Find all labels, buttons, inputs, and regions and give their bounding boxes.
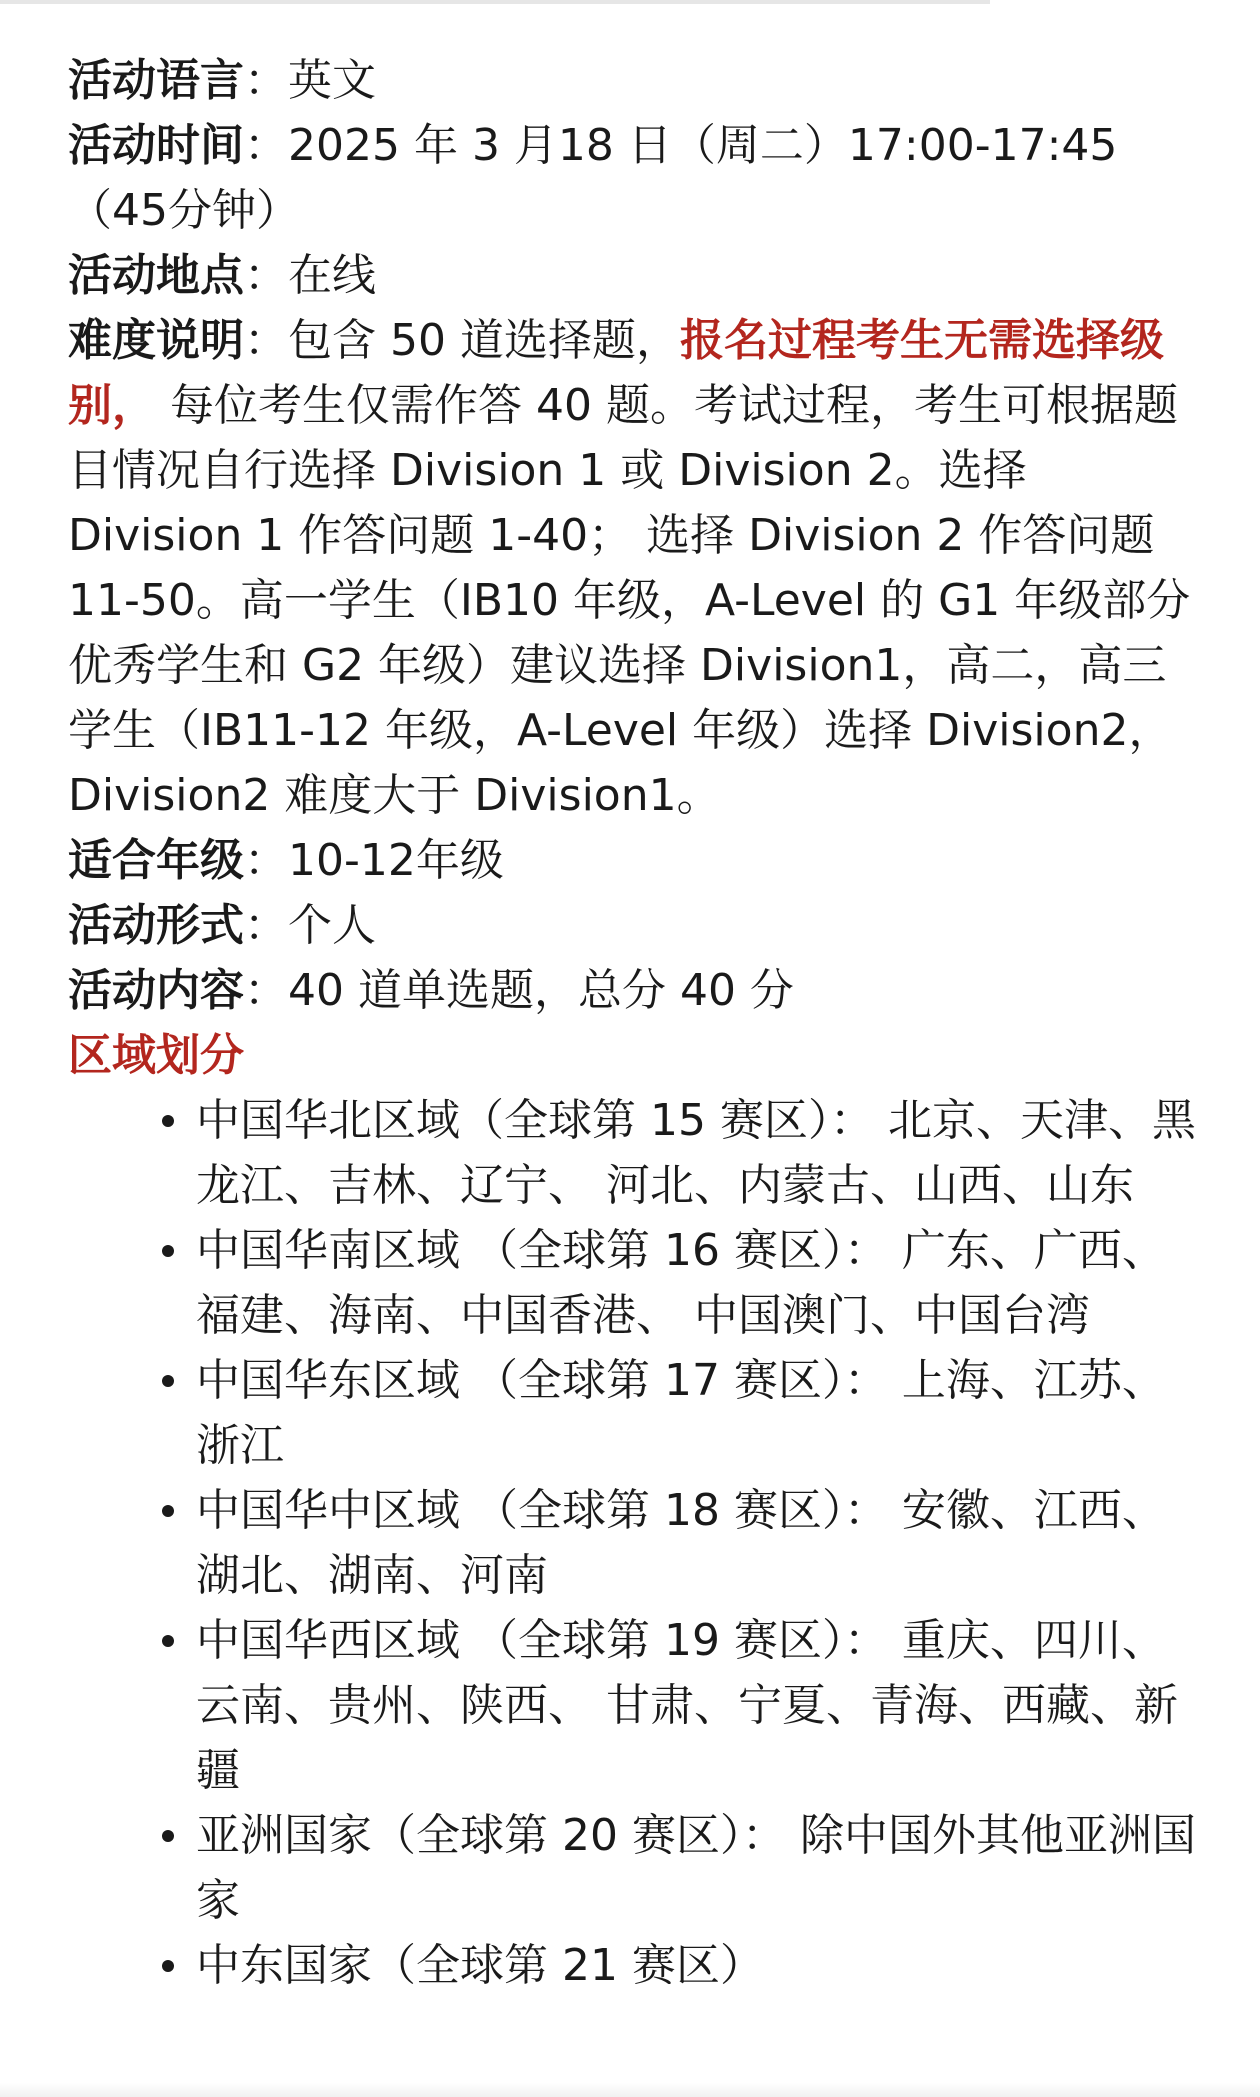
grade-row: [68, 828, 1198, 893]
list-item: 中东国家（全球第 21 赛区）: [196, 1933, 1198, 1998]
field-sep: ：: [244, 250, 288, 301]
field-value: 2025 年 3 月18 日（周二）17:00-17:45（45分钟）: [68, 120, 1118, 236]
content-row: [68, 958, 1198, 1023]
field-sep: ：: [244, 900, 288, 951]
article-body: [68, 48, 1198, 1998]
field-value: 在线: [288, 250, 376, 301]
list-item: 中国华北区域（全球第 15 赛区）： 北京、天津、黑龙江、吉林、辽宁、 河北、内蒙古、山西、山东: [196, 1088, 1198, 1218]
field-value: 英文: [288, 55, 376, 106]
list-item: 亚洲国家（全球第 20 赛区）： 除中国外其他亚洲国家: [196, 1803, 1198, 1933]
language-row: [68, 48, 1198, 113]
field-value: 40 道单选题，总分 40 分: [288, 965, 794, 1016]
location-row: [68, 243, 1198, 308]
list-item: 中国华东区域 （全球第 17 赛区）： 上海、江苏、浙江: [196, 1348, 1198, 1478]
difficulty-row: [68, 308, 1198, 828]
list-item: 中国华南区域 （全球第 16 赛区）： 广东、广西、福建、海南、中国香港、 中国澳门、中国台湾: [196, 1218, 1198, 1348]
format-row: [68, 893, 1198, 958]
field-label: 活动语言: [68, 55, 244, 106]
field-sep: ：: [244, 315, 288, 366]
difficulty-highlight: 报名过程考生无需选择级别，: [68, 315, 1164, 431]
field-sep: ：: [244, 965, 288, 1016]
field-sep: ：: [244, 55, 288, 106]
bottom-edge: [0, 2083, 1260, 2097]
field-label: 难度说明: [68, 315, 244, 366]
list-item: 中国华中区域 （全球第 18 赛区）： 安徽、江西、湖北、湖南、河南: [196, 1478, 1198, 1608]
difficulty-detail: 每位考生仅需作答 40 题。考试过程，考生可根据题目情况自行选择 Division 1 或 Division 2。选择 Division 1 作答问题 1-40； 选择 Division 2 作答问题 11-50。高一学生（IB10 年级，A-Level 的 G1 年级部分优秀学生和 G2 年级）建议选择 Division1，高二，高三学生（IB11-12 年级，A-Level 年级）选择 Division2，Division2 难度大于 Division1。: [68, 380, 1191, 821]
difficulty-text: 包含 50 道选择题，: [288, 315, 680, 366]
list-item: 中国华西区域 （全球第 19 赛区）： 重庆、四川、云南、贵州、陕西、 甘肃、宁夏、青海、西藏、新疆: [196, 1608, 1198, 1803]
field-label: 活动地点: [68, 250, 244, 301]
top-divider: [0, 0, 990, 4]
regions-heading: 区域划分: [68, 1030, 244, 1081]
field-label: 活动形式: [68, 900, 244, 951]
field-value: 个人: [288, 900, 376, 951]
field-sep: ：: [244, 120, 288, 171]
regions-list: [68, 1088, 1198, 1998]
field-label: 活动时间: [68, 120, 244, 171]
field-value: 10-12年级: [288, 835, 504, 886]
field-label: 适合年级: [68, 835, 244, 886]
field-label: 活动内容: [68, 965, 244, 1016]
time-row: [68, 113, 1198, 243]
field-sep: ：: [244, 835, 288, 886]
